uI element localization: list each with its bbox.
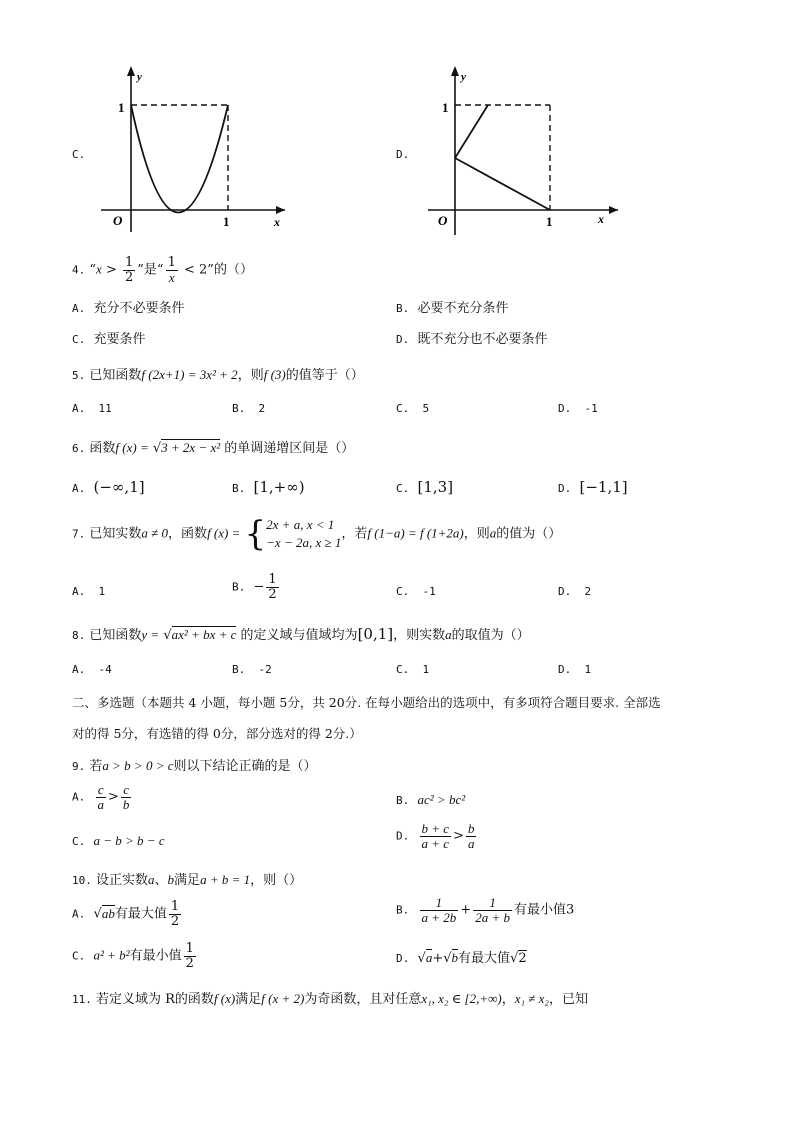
x-tick-label: 1 — [223, 214, 230, 229]
math-expr: x₁ ≠ x₂ — [514, 991, 549, 1006]
question-5 — [72, 364, 364, 383]
axis-x-label: x — [598, 212, 604, 226]
option-text: 有最大值 — [458, 951, 511, 966]
question-text: ，若 — [341, 526, 368, 542]
math-expr: a + b = 1 — [200, 872, 251, 887]
graph-c — [95, 60, 295, 240]
brace-symbol: { — [244, 514, 267, 555]
question-text: 满足 — [174, 873, 201, 888]
option-d[interactable] — [558, 585, 591, 598]
option-letter: B. — [232, 402, 246, 415]
sqrt-symbol: √ — [93, 906, 102, 922]
question-text: 的值为（） — [496, 526, 562, 542]
sqrt-symbol: √ — [510, 951, 519, 966]
option-text: 1 — [98, 585, 106, 598]
option-letter: C. — [396, 402, 410, 415]
question-text: 若 — [89, 759, 103, 774]
option-letter: A. — [72, 402, 86, 415]
question-text: ”是“ — [137, 262, 164, 278]
math-expr: 2 — [518, 951, 527, 966]
option-text: 5 — [422, 402, 430, 415]
option-letter: C. — [396, 663, 410, 676]
option-d[interactable] — [396, 328, 548, 347]
option-letter: A. — [72, 663, 86, 676]
option-letter: D. — [396, 829, 410, 843]
question-text: 若定义域为 R的函数 — [96, 992, 214, 1007]
option-text: 充要条件 — [93, 332, 146, 347]
option-c[interactable] — [396, 663, 429, 676]
fraction: $\frac{1}{a + 2b}$ — [421, 895, 457, 925]
question-text: ，则 — [463, 526, 490, 542]
option-c-letter: C. — [72, 148, 86, 161]
math-expr: [0,1] — [357, 625, 394, 643]
math-expr: f (x) = — [115, 440, 149, 455]
fraction: $\frac{1}{2}$ — [125, 255, 134, 285]
option-b[interactable] — [396, 792, 465, 808]
option-letter: D. — [558, 402, 572, 415]
option-c[interactable] — [396, 402, 429, 415]
section-heading-line1: 二、多选题（本题共 4 小题，每小题 5分，共 20分. 在每小题给出的选项中，有多项符合题目要求. 全部选 — [72, 695, 661, 710]
option-text: -4 — [98, 663, 112, 676]
option-text: ac² > bc² — [417, 792, 466, 807]
graph-d — [420, 60, 630, 240]
math-expr: 3 + 2x − x² — [161, 440, 221, 455]
question-text: 的值等于（） — [285, 368, 364, 383]
math-var: a — [445, 627, 452, 642]
origin-label: O — [113, 213, 123, 228]
option-c[interactable] — [396, 585, 436, 598]
option-b[interactable] — [232, 573, 281, 601]
question-7 — [72, 514, 562, 555]
fraction: $\frac{1}{x}$ — [167, 255, 176, 285]
option-a[interactable] — [72, 478, 145, 496]
option-text: [−1,1] — [579, 478, 628, 496]
sqrt-symbol: √ — [152, 441, 162, 456]
option-text: a − b > b − c — [93, 833, 165, 848]
option-text: [1,+∞) — [253, 478, 305, 496]
fraction: $\frac{1}{2}$ — [170, 899, 180, 929]
question-number: 4. — [72, 263, 86, 277]
math-expr: x₁, x₂ ∈ [2,+∞) — [421, 991, 502, 1006]
fraction: $\frac{1}{2}$ — [185, 941, 194, 971]
question-number: 6. — [72, 442, 86, 455]
x-tick-label: 1 — [546, 214, 553, 229]
option-text: -1 — [584, 402, 598, 415]
option-text: 有最小值 — [129, 948, 182, 964]
option-c[interactable] — [396, 478, 453, 496]
math-op: > — [453, 828, 464, 844]
option-d[interactable] — [396, 822, 478, 850]
graph-segment-upper — [455, 105, 488, 158]
option-letter: B. — [232, 482, 246, 495]
math-op: > — [108, 789, 119, 805]
math-op: − — [253, 579, 265, 595]
question-text: 设正实数 — [96, 873, 149, 888]
question-text: “ — [89, 262, 97, 278]
option-letter: D. — [558, 663, 572, 676]
question-8 — [72, 624, 530, 643]
section-heading-line2: 对的得 5分，有选错的得 0分，部分选对的得 2分.） — [72, 726, 362, 741]
option-d[interactable] — [558, 478, 628, 496]
math-expr: f (1−a) = f (1+2a) — [367, 525, 464, 541]
question-4 — [72, 256, 253, 284]
question-text: 满足 — [235, 992, 262, 1007]
graph-segment-lower — [455, 158, 550, 210]
question-number: 9. — [72, 760, 86, 773]
option-letter: B. — [396, 794, 410, 807]
option-a[interactable] — [72, 900, 183, 928]
option-text: [1,3] — [417, 478, 454, 496]
option-b[interactable] — [232, 402, 265, 415]
option-letter: D. — [558, 585, 572, 598]
option-text: 有最大值 — [114, 906, 167, 922]
math-expr: f (3) — [263, 367, 286, 382]
option-letter: A. — [72, 907, 86, 921]
math-op: + — [432, 951, 444, 966]
math-var: x — [96, 261, 102, 277]
option-a[interactable] — [72, 297, 185, 316]
math-var: a — [489, 525, 497, 541]
option-letter: D. — [396, 952, 410, 965]
option-c[interactable] — [72, 833, 165, 849]
question-number: 8. — [72, 629, 86, 642]
question-text: 已知函数 — [89, 628, 142, 643]
parabola-curve — [131, 105, 228, 213]
option-text: 必要不充分条件 — [417, 301, 509, 316]
option-text: (−∞,1] — [93, 478, 145, 496]
question-text: 已知实数 — [89, 526, 142, 542]
math-expr: a — [425, 950, 433, 965]
math-expr: b — [451, 950, 459, 965]
question-text: ，则实数 — [393, 628, 446, 643]
option-letter: A. — [72, 790, 86, 804]
option-c[interactable] — [72, 942, 198, 970]
option-text: 11 — [98, 402, 112, 415]
option-letter: D. — [558, 482, 572, 495]
piecewise-cases: 2x + a, x < 1 −x − 2a, x ≥ 1 — [266, 517, 342, 551]
option-d[interactable] — [558, 663, 591, 676]
option-letter: B. — [232, 580, 246, 594]
option-letter: B. — [232, 663, 246, 676]
question-number: 7. — [72, 527, 86, 541]
option-letter: D. — [396, 333, 410, 346]
sqrt-symbol: √ — [417, 951, 426, 966]
math-expr: ab — [101, 905, 115, 921]
question-text: ，已知 — [548, 992, 588, 1007]
option-text: 2 — [584, 585, 592, 598]
fraction: $\frac{1}{2a + b}$ — [475, 895, 510, 925]
option-letter: C. — [396, 482, 410, 495]
option-text: -1 — [422, 585, 436, 598]
question-text: 的单调递增区间是（） — [224, 441, 355, 456]
question-text: ，函数 — [168, 526, 208, 542]
question-text: 则以下结论正确的是（） — [173, 759, 317, 774]
question-text: 、 — [154, 873, 168, 888]
math-value: 3 — [566, 902, 575, 918]
option-b[interactable] — [396, 297, 509, 316]
option-letter: B. — [396, 903, 410, 917]
question-number: 10. — [72, 874, 92, 887]
math-var: b — [167, 872, 175, 887]
option-letter: A. — [72, 482, 86, 495]
math-expr: y = — [141, 627, 160, 642]
math-expr: ax² + bx + c — [171, 627, 237, 642]
question-6 — [72, 437, 354, 456]
option-b[interactable] — [232, 478, 305, 496]
question-text: ”的（） — [207, 262, 253, 278]
option-text: 2 — [258, 402, 266, 415]
question-text: 的定义域与值域均为 — [240, 628, 358, 643]
question-10 — [72, 869, 302, 888]
option-d-letter: D. — [396, 148, 410, 161]
option-b[interactable] — [232, 663, 272, 676]
option-text: 1 — [584, 663, 592, 676]
option-letter: C. — [72, 835, 86, 848]
question-11 — [72, 988, 588, 1007]
option-letter: C. — [72, 949, 86, 963]
option-d[interactable] — [558, 402, 598, 415]
math-expr: a ≠ 0 — [141, 525, 169, 541]
question-text: 已知函数 — [89, 368, 142, 383]
question-text: ，则（） — [250, 873, 303, 888]
math-expr: f (x) — [213, 991, 236, 1006]
question-number: 11. — [72, 993, 92, 1006]
math-expr: f (2x+1) = 3x² + 2 — [141, 367, 238, 382]
question-9 — [72, 755, 317, 774]
option-d[interactable] — [396, 947, 527, 966]
question-text: 函数 — [89, 441, 116, 456]
fraction: $\frac{c}{a}$ — [97, 782, 105, 812]
option-a[interactable] — [72, 783, 133, 811]
y-tick-label: 1 — [442, 100, 449, 115]
math-op: > — [101, 262, 121, 278]
option-b[interactable] — [396, 896, 574, 924]
math-op: + — [460, 902, 472, 918]
math-expr: a > b > 0 > c — [102, 758, 174, 773]
fraction: $\frac{1}{2}$ — [268, 572, 277, 602]
origin-label: O — [438, 213, 448, 228]
axis-y-label: y — [461, 71, 466, 83]
option-letter: C. — [72, 333, 86, 346]
axis-y-label: y — [137, 71, 142, 83]
question-text: 为奇函数，且对任意 — [304, 992, 422, 1007]
question-text: 的取值为（） — [451, 628, 530, 643]
fraction: $\frac{b + c}{a + c}$ — [421, 821, 450, 851]
question-text: ，则 — [237, 368, 264, 383]
axis-x-label: x — [274, 215, 280, 229]
question-text: ， — [501, 992, 515, 1007]
option-a[interactable] — [72, 585, 105, 598]
option-letter: A. — [72, 585, 86, 598]
math-var: a — [148, 872, 155, 887]
option-text: 充分不必要条件 — [93, 301, 185, 316]
option-a[interactable] — [72, 663, 112, 676]
y-tick-label: 1 — [118, 100, 125, 115]
sqrt-symbol: √ — [163, 628, 172, 643]
option-letter: C. — [396, 585, 410, 598]
math-expr: f (x + 2) — [261, 991, 305, 1006]
math-expr: f (x) = — [207, 525, 241, 541]
option-text: 1 — [422, 663, 430, 676]
option-text: -2 — [258, 663, 272, 676]
fraction: $\frac{c}{b}$ — [122, 782, 130, 812]
question-number: 5. — [72, 369, 86, 382]
option-letter: A. — [72, 302, 86, 315]
fraction: $\frac{b}{a}$ — [467, 821, 475, 851]
math-expr: a² + b² — [93, 947, 130, 963]
option-letter: B. — [396, 302, 410, 315]
option-c[interactable] — [72, 328, 146, 347]
sqrt-symbol: √ — [443, 951, 452, 966]
option-text: 既不充分也不必要条件 — [417, 332, 548, 347]
option-a[interactable] — [72, 402, 112, 415]
option-text: 有最小值 — [513, 902, 566, 918]
math-op: < 2 — [179, 262, 208, 278]
